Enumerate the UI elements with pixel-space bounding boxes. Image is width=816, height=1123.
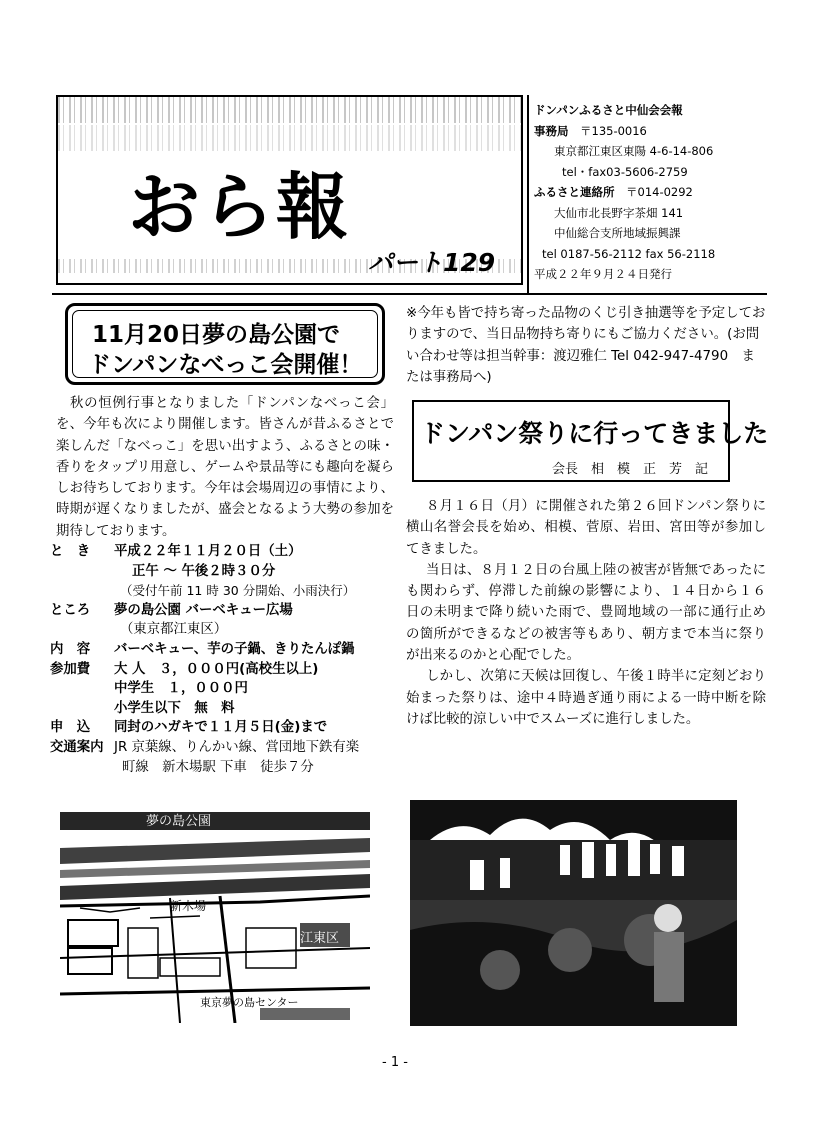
detail-fee-child: [50, 699, 410, 719]
header-divider-vertical: [527, 95, 529, 295]
detail-place-note: [50, 620, 410, 640]
fee-adult: 大 人 ３，０００円(高校生以上): [114, 661, 319, 677]
detail-access: [50, 738, 410, 758]
header-info: [534, 100, 784, 285]
liaison-label: ふるさと連絡所: [534, 185, 615, 199]
date-value: 平成２２年１１月２０日（土）: [114, 544, 302, 559]
event-banner-line1: 11月20日夢の島公園で: [92, 322, 341, 348]
festival-para-3: しかし、次第に天候は回復し、午後１時半に定刻どおり始まった祭りは、途中４時過ぎ通り雨による一時中断を除けば比較的涼しい中でスムーズに進行しました。: [406, 669, 766, 727]
masthead-texture-mid: [58, 125, 521, 151]
time-note: （受付午前 11 時 30 分開始、小雨決行）: [120, 583, 356, 599]
detail-apply: [50, 718, 410, 738]
detail-fee: [50, 660, 410, 680]
office-tel: tel・fax03-5606-2759: [562, 164, 688, 179]
festival-photo: [410, 800, 737, 1026]
festival-author: 会長 相 模 正 芳 記: [552, 462, 709, 477]
event-intro: [56, 393, 394, 542]
office-zip: 〒135-0016: [580, 123, 647, 138]
map-label-ward: 江東区: [300, 931, 340, 946]
fee-label: 参加費: [50, 661, 91, 677]
access-map-drawing: [60, 808, 370, 1023]
issue-part: パート129: [368, 248, 496, 277]
masthead: [56, 95, 523, 285]
issue-date: 平成２２年９月２４日発行: [534, 267, 672, 281]
liaison-office: 中仙総合支所地域振興課: [554, 226, 681, 240]
event-details: [50, 542, 410, 777]
detail-time: [50, 562, 410, 582]
detail-time-note: [50, 581, 410, 601]
masthead-texture-top: [58, 97, 521, 123]
detail-access-2: [50, 758, 410, 778]
lottery-note-text: ※今年も皆で持ち寄った品物のくじ引き抽選等を予定しておりますので、当日品物持ち寄りにもご協力ください。(お問い合わせ等は担当幹事：渡辺雅仁 Tel 042-947-4790 または事務局へ): [406, 306, 766, 385]
date-label: と き: [50, 544, 91, 559]
liaison-address: 大仙市北長野字茶畑 141: [554, 205, 684, 220]
org-name: ドンパンふるさと中仙会会報: [534, 103, 683, 117]
access-value: JR 京葉線、りんかい線、営団地下鉄有楽: [114, 739, 360, 755]
place-label: ところ: [50, 602, 91, 618]
detail-fee-junior: [50, 679, 410, 699]
access-value-2: 町線 新木場駅 下車 徒歩７分: [122, 759, 314, 775]
detail-date: [50, 542, 410, 562]
newsletter-title: おら報: [128, 164, 351, 249]
office-line: [534, 121, 784, 142]
fee-child: 小学生以下 無 料: [114, 700, 235, 716]
event-intro-text: 秋の恒例行事となりました「ドンパンなべっこ会」を、今年も次により開催します。皆さんが昔ふるさとで楽しんだ「なべっこ」を思い出すよう、ふるさとの味・香りをタップリ用意し、ゲームや景品等にも趣向を凝らしお待ちしております。今年は会場周辺の事情により、時期が遅くなりましたが、盛会となるよう大勢の参加を期待しております。: [56, 396, 394, 539]
festival-title: ドンパン祭りに行ってきました: [420, 419, 769, 448]
map-label-center: 東京夢の島センター: [200, 996, 299, 1009]
place-value: 夢の島公園 バーベキュー広場: [114, 602, 293, 618]
place-note: （東京都江東区）: [120, 622, 228, 638]
detail-place: [50, 601, 410, 621]
access-map: [60, 808, 370, 1023]
time-value: 正午 ～ 午後２時３０分: [132, 563, 276, 579]
map-label-park: 夢の島公園: [146, 814, 212, 829]
office-address: 東京都江東区東陽 4-6-14-806: [554, 144, 714, 158]
page-number: - 1 -: [382, 1055, 408, 1070]
map-label-station: 新木場: [170, 899, 207, 913]
access-label: 交通案内: [50, 739, 104, 755]
header-divider-horizontal: [52, 293, 767, 295]
lottery-note: [406, 303, 766, 388]
detail-content: [50, 640, 410, 660]
liaison-line: [534, 182, 784, 203]
liaison-tel: tel 0187-56-2112 fax 56-2118: [542, 246, 716, 261]
content-value: バーベキュー、芋の子鍋、きりたんぽ鍋: [114, 641, 355, 657]
content-label: 内 容: [50, 641, 91, 657]
apply-label: 申 込: [50, 720, 91, 736]
festival-report: [406, 496, 766, 730]
festival-para-1: ８月１６日（月）に開催された第２６回ドンパン祭りに横山名誉会長を始め、相模、菅原、岩田、宮田等が参加してきました。: [406, 499, 766, 557]
office-label: 事務局: [534, 123, 569, 138]
event-banner: [65, 303, 385, 385]
festival-heading-box: [412, 400, 769, 482]
festival-photo-image: [410, 800, 737, 1026]
apply-value: 同封のハガキで１１月５日(金)まで: [114, 720, 328, 736]
festival-para-2: 当日は、８月１２日の台風上陸の被害が皆無であったにも関わらず、停滞した前線の影響により、１４日から１６日の未明まで降り続いた雨で、豊岡地域の一部に通行止めの箇所ができるなどの被害等もあり、朝方まで本当に祭りが出来るのかと心配でした。: [406, 562, 766, 664]
liaison-zip: 〒014-0292: [626, 185, 693, 199]
event-banner-line2: ドンパンなべっこ会開催！: [88, 352, 363, 378]
fee-junior: 中学生 １，０００円: [114, 681, 248, 697]
